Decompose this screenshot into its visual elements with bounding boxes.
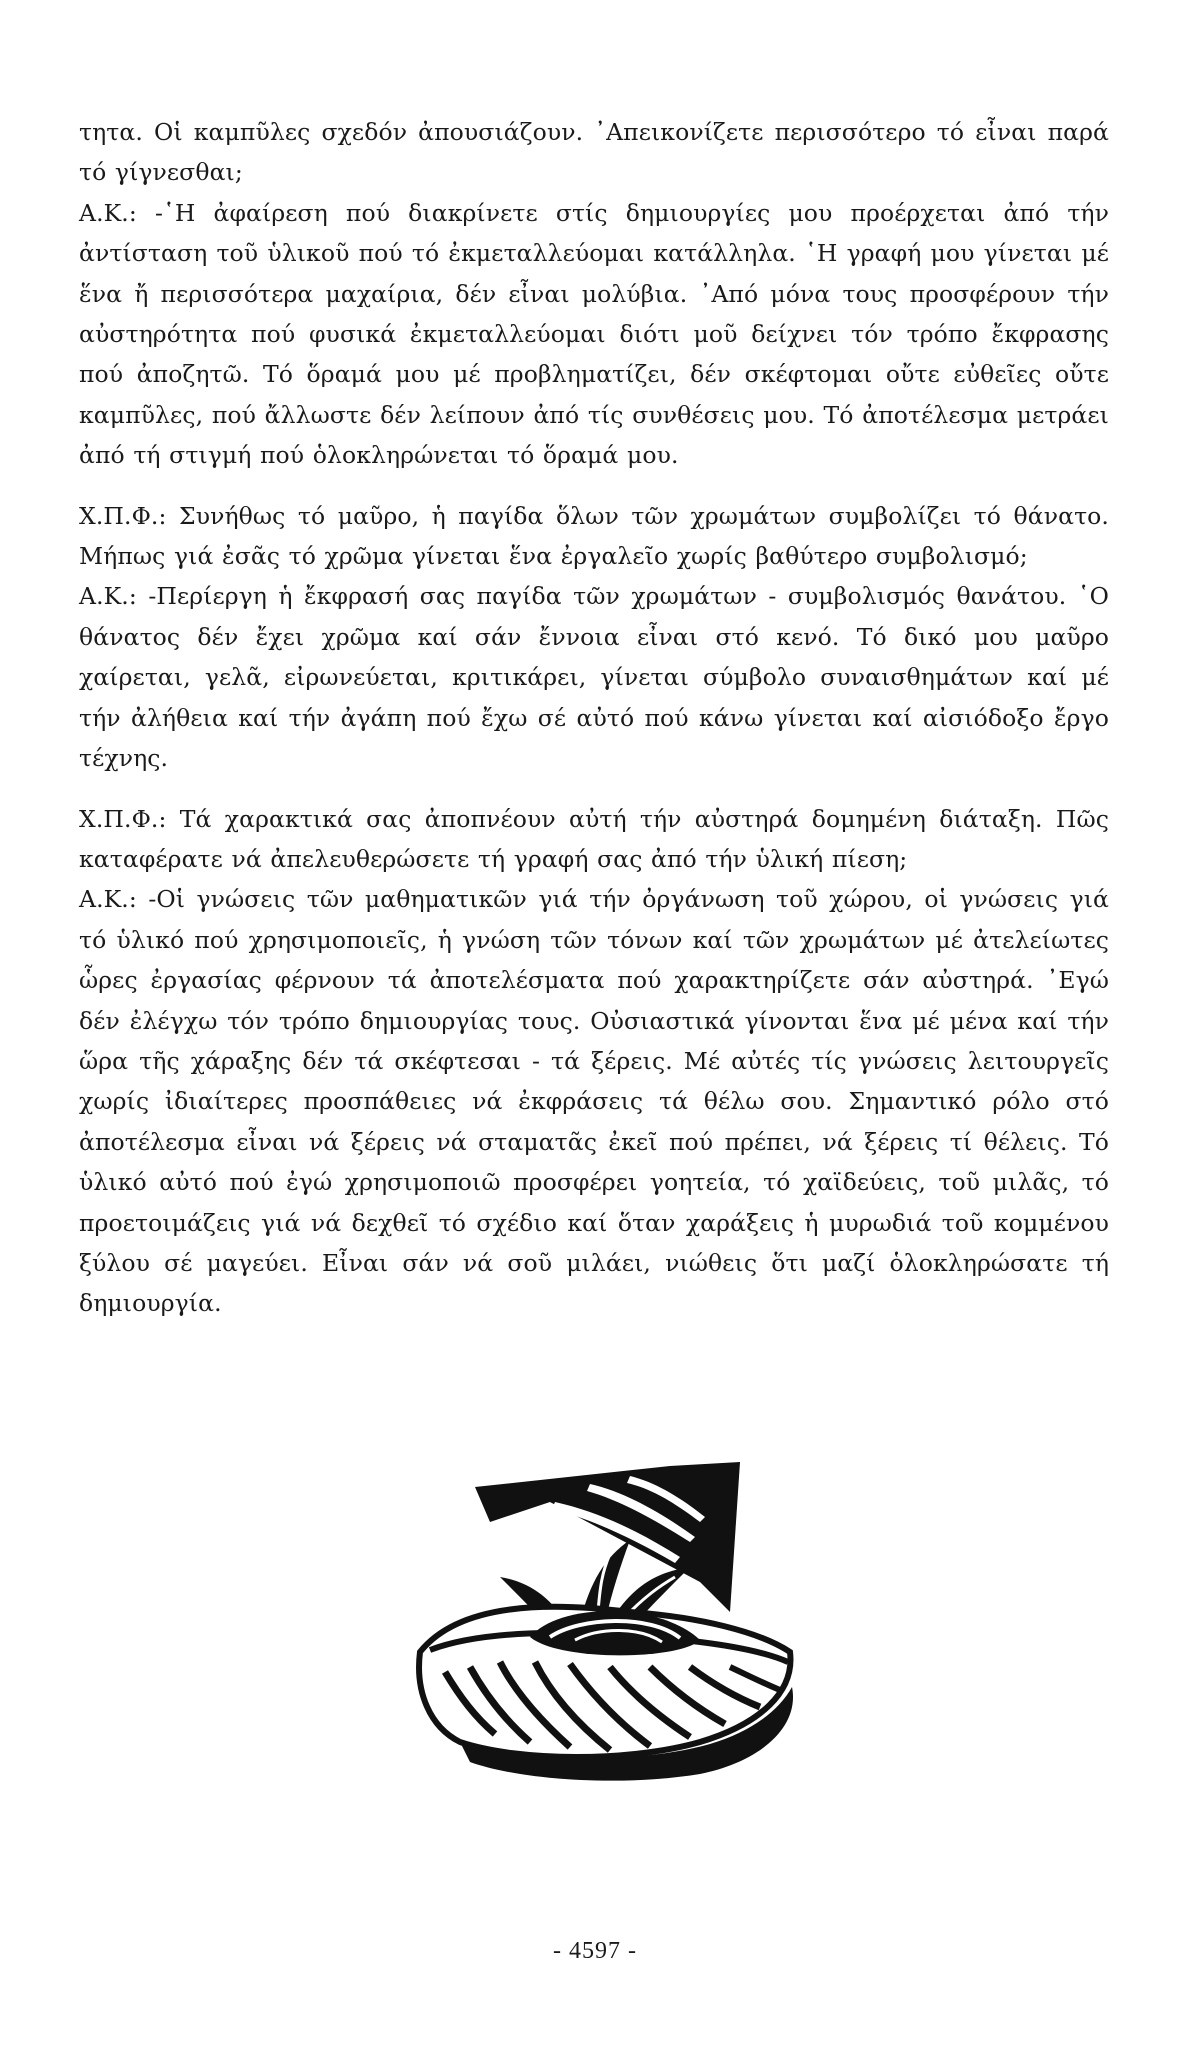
paragraph-answer-3: Α.Κ.: -Οἱ γνώσεις τῶν μαθηματικῶν γιά τήν ὀργάνωση τοῦ χώρου, οἱ γνώσεις γιά τό ὑλικό πού χρησιμοποιεῖς, ἡ γνώση τῶν τόνων καί τῶν χρωμάτων μέ ἀτελείωτες ὧρες ἐργασίας φέρνουν τά ἀποτελέσματα πού χαρακτηρίζετε σάν αὐστηρά. ᾿Εγώ δέν ἐλέγχω τόν τρόπο δημιουργίας τους. Οὐσιαστικά γίνονται ἕνα μέ μένα καί τήν ὥρα τῆς χάραξης δέν τά σκέφτεσαι - τά ξέρεις. Μέ αὐτές τίς γνώσεις λειτουργεῖς χωρίς ἰδιαίτερες προσπάθειες νά ἐκφράσεις τά θέλω σου. Σημαντικό ρόλο στό ἀποτέλεσμα εἶναι νά ξέρεις νά σταματᾶς ἐκεῖ πού πρέπει, νά ξέρεις τί θέλεις. Τό ὑλικό αὐτό πού ἐγώ χρησιμοποιῶ προσφέρει γοητεία, τό χαϊδεύεις, τοῦ μιλᾶς, τό προετοιμάζεις γιά νά δεχθεῖ τό σχέδιο καί ὅταν χαράξεις ἡ μυρωδιά τοῦ κομμένου ξύλου σέ μαγεύει. Εἶναι σάν νά σοῦ μιλάει, νιώθεις ὅτι μαζί ὁλοκληρώσατε τή δημιουργία. (79, 885, 1109, 1318)
paragraph-question-2: Χ.Π.Φ.: Συνήθως τό μαῦρο, ἡ παγίδα ὅλων τῶν χρωμάτων συμβολίζει τό θάνατο. Μήπως γιά ἐσᾶς τό χρῶμα γίνεται ἕνα ἐργαλεῖο χωρίς βαθύτερο συμβολισμό; (79, 501, 1109, 571)
paragraph-answer-1: Α.Κ.: -῾Η ἀφαίρεση πού διακρίνετε στίς δημιουργίες μου προέρχεται ἀπό τήν ἀντίσταση τοῦ ὑλικοῦ πού τό ἐκμεταλλεύομαι κατάλληλα. ῾Η γραφή μου γίνεται μέ ἕνα ἤ περισσότερα μαχαίρια, δέν εἶναι μολύβια. ᾿Από μόνα τους προσφέρουν τήν αὐστηρότητα πού φυσικά ἐκμεταλλεύομαι διότι μοῦ δείχνει τόν τρόπο ἔκφρασης πού ἀποζητῶ. Τό ὅραμά μου μέ προβληματίζει, δέν σκέφτομαι οὔτε εὐθεῖες οὔτε καμπῦλες, πού ἄλλωστε δέν λείπουν ἀπό τίς συνθέσεις μου. Τό ἀποτέλεσμα μετράει ἀπό τή στιγμή πού ὁλοκληρώνεται τό ὅραμά μου. (79, 198, 1109, 470)
page-number: - 4597 - (553, 1938, 637, 1964)
paragraph-intro: τητα. Οἱ καμπῦλες σχεδόν ἀπουσιάζουν. ᾿Απεικονίζετε περισσότερο τό εἶναι παρά τό γίγνεσθαι; (79, 118, 1109, 187)
woodcut-fruit-bowl-icon (400, 1462, 820, 1782)
paragraph-question-3: Χ.Π.Φ.: Τά χαρακτικά σας ἀποπνέουν αὐτή τήν αὐστηρά δομημένη διάταξη. Πῶς καταφέρατε νά ἀπελευθερώσετε τή γραφή σας ἀπό τήν ὑλική πίεση; (79, 804, 1109, 873)
paragraph-answer-2: Α.Κ.: -Περίεργη ἡ ἔκφρασή σας παγίδα τῶν χρωμάτων - συμβολισμός θανάτου. ῾Ο θάνατος δέν ἔχει χρῶμα καί σάν ἔννοια εἶναι στό κενό. Τό δικό μου μαῦρο χαίρεται, γελᾶ, εἰρωνεύεται, κριτικάρει, γίνεται σύμβολο συναισθημάτων καί μέ τήν ἀλήθεια καί τήν ἀγάπη πού ἔχω σέ αὐτό πού κάνω γίνεται καί αἰσιόδοξο ἔργο τέχνης. (79, 582, 1109, 773)
article-body (79, 112, 1109, 1324)
